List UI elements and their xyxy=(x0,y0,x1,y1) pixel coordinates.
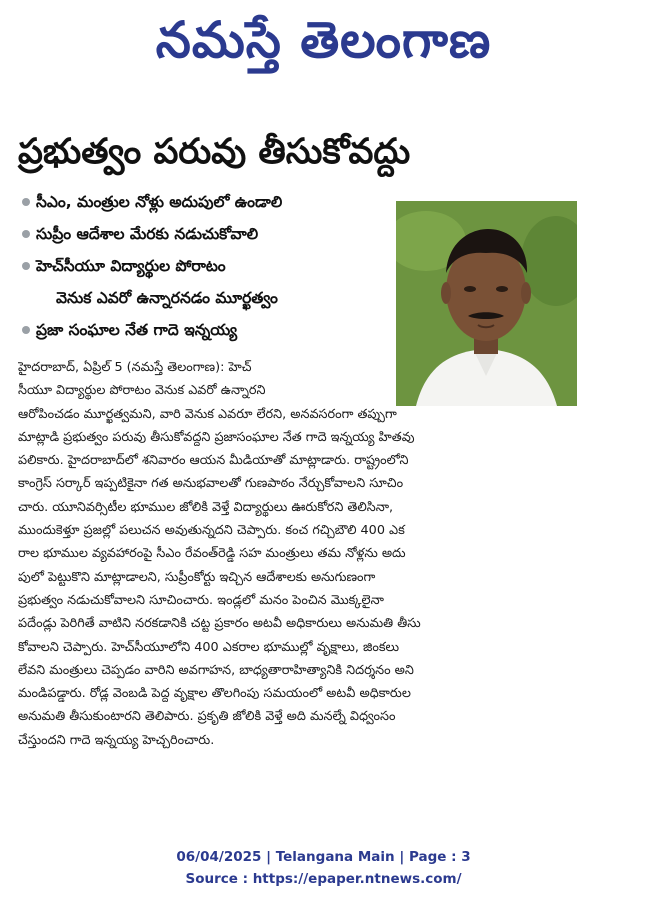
highlight-text: ప్రజా సంఘాల నేత గాదె ఇన్నయ్య xyxy=(36,321,238,339)
article-line: మాట్లాడి ప్రభుత్వం పరువు తీసుకోవద్దని ప్రజాసంఘాల నేత గాదె ఇన్నయ్య హితవు xyxy=(18,429,415,445)
article-line: ప్రభుత్వం నడుచుకోవాలని సూచించారు. ఇండ్లలో మనం పెంచిన మొక్కలైనా xyxy=(18,592,384,608)
article-line: రాల భూముల వ్యవహారంపై సీఎం రేవంత్‌రెడ్డి సహ మంత్రులు తమ నోళ్లను అదు xyxy=(18,546,406,562)
headline: ప్రభుత్వం పరువు తీసుకోవద్దు xyxy=(18,132,411,172)
highlight-item xyxy=(20,186,392,218)
article-line: పలికారు. హైదరాబాద్‌లో శనివారం ఆయన మీడియాతో మాట్లాడారు. రాష్ట్రంలోని xyxy=(18,453,409,469)
article-body xyxy=(18,356,578,752)
highlight-item xyxy=(20,250,392,282)
article-line: కాంగ్రెస్ సర్కార్ ఇప్పటికైనా గత అనుభవాలతో గుణపాఠం నేర్చుకోవాలని సూచిం xyxy=(18,476,404,492)
highlights-list xyxy=(20,186,392,346)
bullet-icon xyxy=(22,326,30,334)
article-line: పదేండ్లు పెరిగితే వాటిని నరకడానికి చట్ట ప్రకారం అటవీ అధికారులు అనుమతి తీసు xyxy=(18,616,421,632)
page-footer xyxy=(0,846,647,890)
bullet-icon xyxy=(22,262,30,270)
highlight-text: సీఎం, మంత్రుల నోళ్లు అదుపులో ఉండాలి xyxy=(36,193,283,211)
article-line: పులో పెట్టుకొని మాట్లాడాలని, సుప్రీంకోర్టు ఇచ్చిన ఆదేశాలకు అనుగుణంగా xyxy=(18,569,376,585)
edition-info: 06/04/2025 | Telangana Main | Page : 3 xyxy=(176,849,471,865)
article-line: చారు. యూనివర్సిటీల భూముల జోలికి వెళ్తే విద్యార్థులు ఊరుకోరని తెలిసినా, xyxy=(18,499,394,515)
article-line: సీయూ విద్యార్థుల పోరాటం వెనుక ఎవరో ఉన్నారని xyxy=(18,383,266,399)
article-line: మండిపడ్డారు. రోడ్ల వెంబడి పెద్ద వృక్షాల తొలగింపు సమయంలో అటవీ అధికారుల xyxy=(18,686,411,702)
highlight-item xyxy=(20,218,392,250)
article-line: ఆరోపించడం మూర్ఖత్వమని, వారి వెనుక ఎవరూ లేరని, అనవసరంగా తప్పుగా xyxy=(18,406,397,422)
article-line: లేవని మంత్రులు చెప్పడం వారిని అవగాహన, బాధ్యతారాహిత్యానికి నిదర్శనం అని xyxy=(18,662,414,678)
highlight-text: వెనుక ఎవరో ఉన్నారనడం మూర్ఖత్వం xyxy=(56,289,278,307)
highlight-text: హెచ్‌సీయూ విద్యార్థుల పోరాటం xyxy=(36,257,226,275)
highlight-text: సుప్రీం ఆదేశాల మేరకు నడుచుకోవాలి xyxy=(36,225,259,243)
article-line: ముందుకెళ్తూ ప్రజల్లో పలుచన అవుతున్నదని చెప్పారు. కంచ గచ్చిబౌలి 400 ఎక xyxy=(18,523,405,539)
article-line: చేస్తుందని గాదె ఇన్నయ్య హెచ్చరించారు. xyxy=(18,732,215,748)
bullet-icon xyxy=(22,230,30,238)
masthead: నమస్తే తెలంగాణ xyxy=(155,11,492,69)
bullet-icon xyxy=(22,198,30,206)
source-link[interactable]: Source : https://epaper.ntnews.com/ xyxy=(185,871,462,887)
article-line: హైదరాబాద్, ఏప్రిల్ 5 (నమస్తే తెలంగాణ): హెచ్ xyxy=(18,360,252,375)
article-line: కోవాలని చెప్పారు. హెచ్‌సీయూలోని 400 ఎకరాల భూముల్లో వృక్షాలు, జింకలు xyxy=(18,639,400,655)
article-line: అనుమతి తీసుకుంటారని తెలిపారు. ప్రకృతి జోలికి వెళ్తే అది మనల్నే విధ్వంసం xyxy=(18,709,396,725)
highlight-item xyxy=(20,314,392,346)
highlight-item-continued xyxy=(20,282,392,314)
